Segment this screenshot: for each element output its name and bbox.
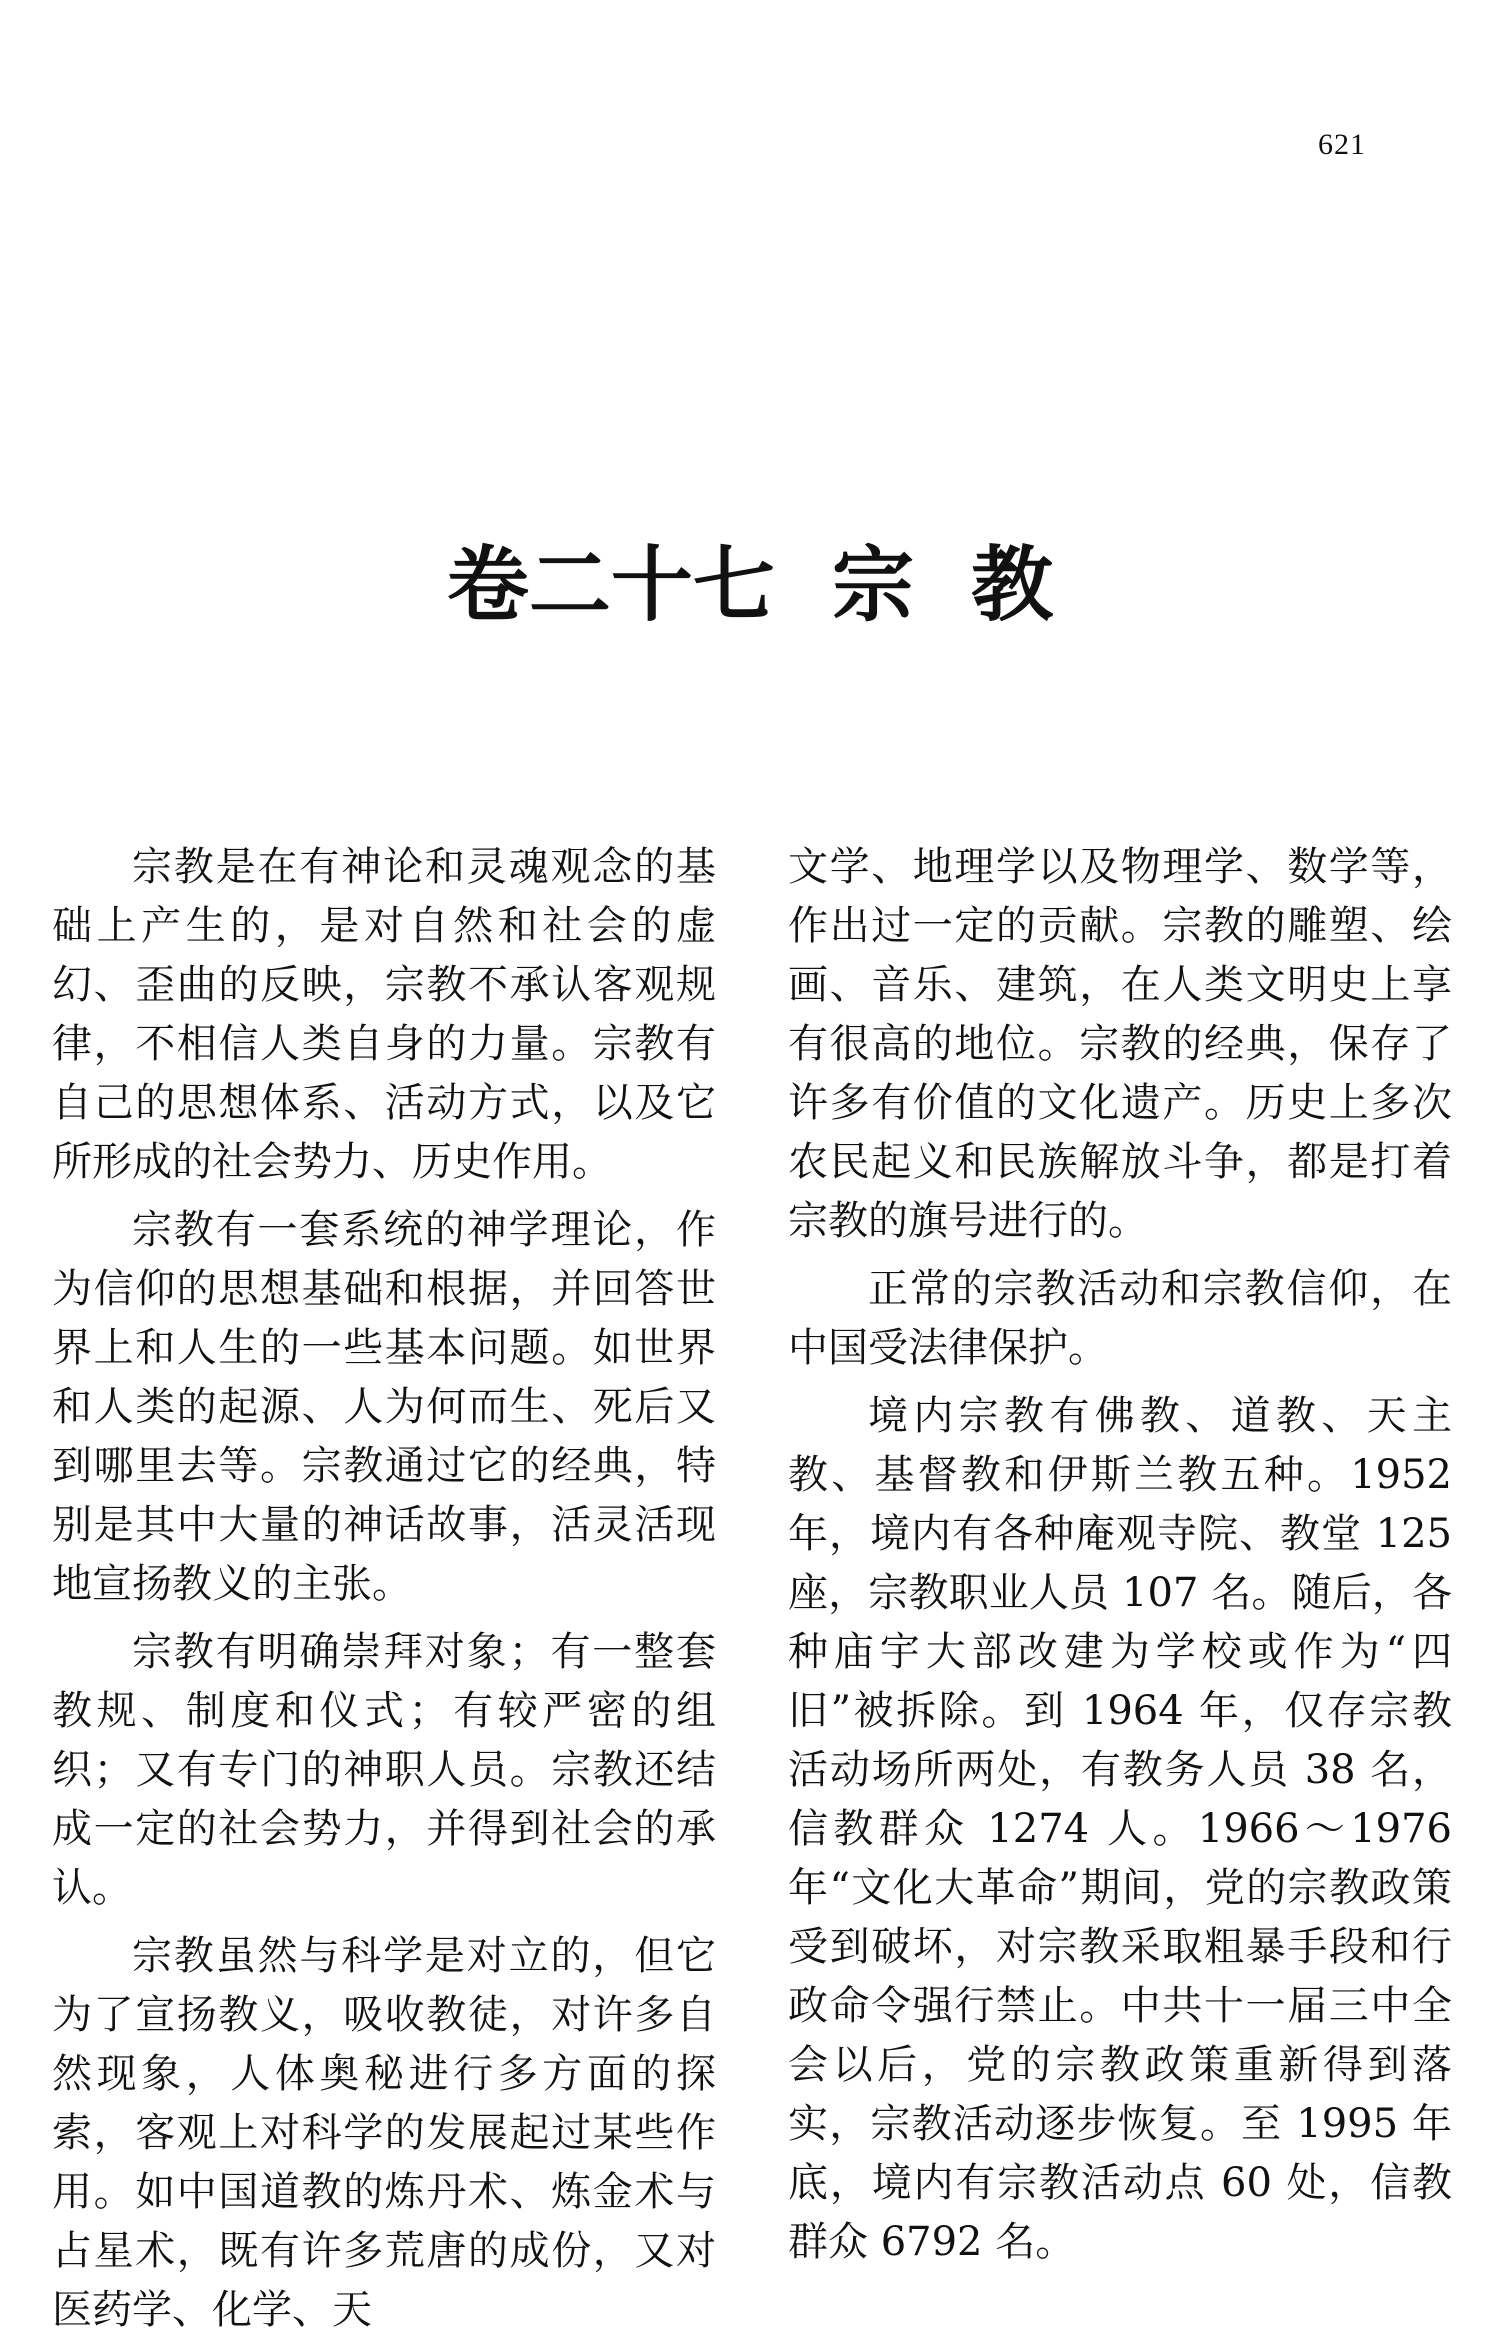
paragraph: 正常的宗教活动和宗教信仰，在中国受法律保护。 (788, 1266, 1452, 1371)
paragraph-continuation: 文学、地理学以及物理学、数学等，作出过一定的贡献。宗教的雕塑、绘画、音乐、建筑，在人类文明史上享有很高的地位。宗教的经典，保存了许多有价值的文化遗产。历史上多次农民起义和民族解放斗争，都是打着宗教的旗号进行的。 (788, 844, 1452, 1244)
right-text-column (788, 838, 1452, 2281)
paragraph: 宗教是在有神论和灵魂观念的基础上产生的，是对自然和社会的虚幻、歪曲的反映，宗教不承认客观规律，不相信人类自身的力量。宗教有自己的思想体系、活动方式，以及它所形成的社会势力、历史作用。 (52, 844, 716, 1185)
chapter-title: 卷二十七 宗 教 (446, 537, 1054, 633)
paragraph: 境内宗教有佛教、道教、天主教、基督教和伊斯兰教五种。1952 年，境内有各种庵观寺院、教堂 125 座，宗教职业人员 107 名。随后，各种庙宇大部改建为学校或作为“四旧”被拆除。到 1964 年，仅存宗教活动场所两处，有教务人员 38 名，信教群众 1274 人。1966～1976 年“文化大革命”期间，党的宗教政策受到破坏，对宗教采取粗暴手段和行政命令强行禁止。中共十一届三中全会以后，党的宗教政策重新得到落实，宗教活动逐步恢复。至 1995 年底，境内有宗教活动点 60 处，信教群众 6792 名。 (788, 1393, 1452, 2265)
left-text-column (52, 838, 716, 2349)
paragraph: 宗教有一套系统的神学理论，作为信仰的思想基础和根据，并回答世界上和人生的一些基本问题。如世界和人类的起源、人为何而生、死后又到哪里去等。宗教通过它的经典，特别是其中大量的神话故事，活灵活现地宣扬教义的主张。 (52, 1207, 716, 1607)
page-number: 621 (1318, 128, 1366, 161)
paragraph: 宗教有明确崇拜对象；有一整套教规、制度和仪式；有较严密的组织；又有专门的神职人员。宗教还结成一定的社会势力，并得到社会的承认。 (52, 1629, 716, 1911)
paragraph: 宗教虽然与科学是对立的，但它为了宣扬教义，吸收教徒，对许多自然现象，人体奥秘进行多方面的探索，客观上对科学的发展起过某些作用。如中国道教的炼丹术、炼金术与占星术，既有许多荒唐的成份，又对医药学、化学、天 (52, 1933, 716, 2333)
